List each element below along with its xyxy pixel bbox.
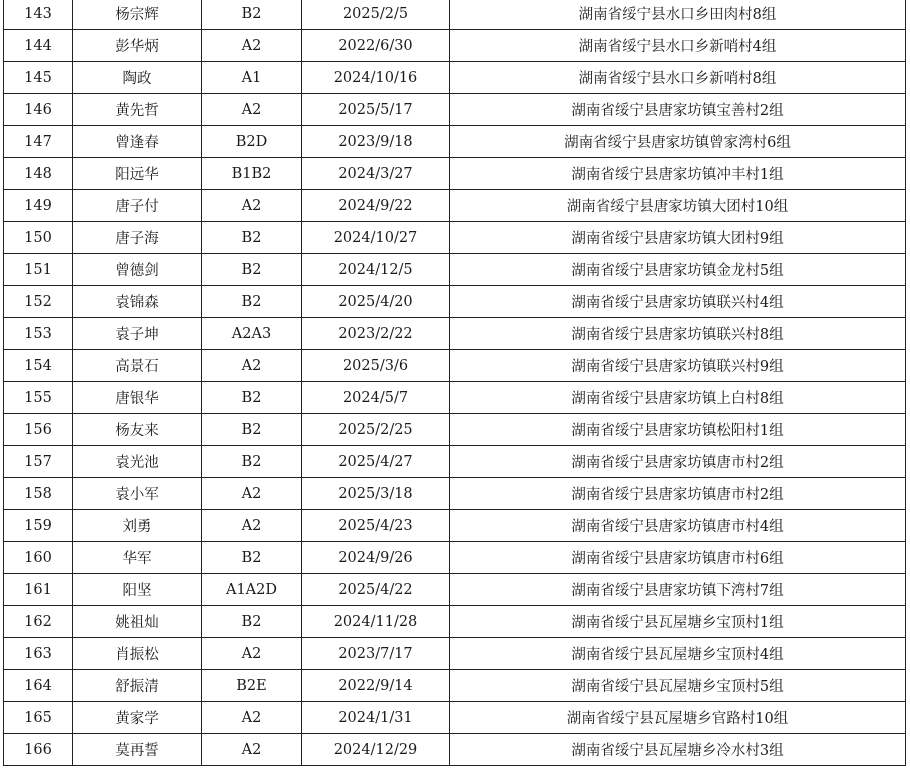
table-row bbox=[4, 158, 906, 190]
table-row bbox=[4, 574, 906, 606]
row-number-cell: 152 bbox=[4, 286, 73, 318]
license-class-cell: A2A3 bbox=[202, 318, 302, 350]
row-number-cell: 155 bbox=[4, 382, 73, 414]
table-row bbox=[4, 126, 906, 158]
address-cell: 湖南省绥宁县唐家坊镇宝善村2组 bbox=[450, 94, 906, 126]
license-class-cell: B2 bbox=[202, 414, 302, 446]
row-number-cell: 144 bbox=[4, 30, 73, 62]
date-cell: 2022/9/14 bbox=[302, 670, 450, 702]
table-row bbox=[4, 222, 906, 254]
license-class-cell: B2 bbox=[202, 286, 302, 318]
row-number-cell: 147 bbox=[4, 126, 73, 158]
license-class-cell: A2 bbox=[202, 94, 302, 126]
address-cell: 湖南省绥宁县唐家坊镇曾家湾村6组 bbox=[450, 126, 906, 158]
name-cell: 黄先哲 bbox=[73, 94, 202, 126]
name-cell: 唐子海 bbox=[73, 222, 202, 254]
date-cell: 2025/4/20 bbox=[302, 286, 450, 318]
name-cell: 杨宗辉 bbox=[73, 0, 202, 30]
license-class-cell: A1A2D bbox=[202, 574, 302, 606]
table-row bbox=[4, 350, 906, 382]
address-cell: 湖南省绥宁县唐家坊镇联兴村8组 bbox=[450, 318, 906, 350]
table-row bbox=[4, 478, 906, 510]
row-number-cell: 149 bbox=[4, 190, 73, 222]
table-row bbox=[4, 702, 906, 734]
license-class-cell: B2 bbox=[202, 542, 302, 574]
table-row bbox=[4, 734, 906, 766]
license-class-cell: A2 bbox=[202, 30, 302, 62]
license-class-cell: B2 bbox=[202, 606, 302, 638]
row-number-cell: 143 bbox=[4, 0, 73, 30]
table-row bbox=[4, 0, 906, 30]
address-cell: 湖南省绥宁县瓦屋塘乡宝顶村5组 bbox=[450, 670, 906, 702]
name-cell: 袁锦森 bbox=[73, 286, 202, 318]
date-cell: 2024/9/22 bbox=[302, 190, 450, 222]
name-cell: 曾德剑 bbox=[73, 254, 202, 286]
license-class-cell: A1 bbox=[202, 62, 302, 94]
date-cell: 2025/4/23 bbox=[302, 510, 450, 542]
address-cell: 湖南省绥宁县水口乡田肉村8组 bbox=[450, 0, 906, 30]
row-number-cell: 163 bbox=[4, 638, 73, 670]
date-cell: 2024/3/27 bbox=[302, 158, 450, 190]
address-cell: 湖南省绥宁县唐家坊镇大团村10组 bbox=[450, 190, 906, 222]
date-cell: 2024/5/7 bbox=[302, 382, 450, 414]
address-cell: 湖南省绥宁县水口乡新哨村4组 bbox=[450, 30, 906, 62]
address-cell: 湖南省绥宁县唐家坊镇唐市村4组 bbox=[450, 510, 906, 542]
row-number-cell: 159 bbox=[4, 510, 73, 542]
row-number-cell: 166 bbox=[4, 734, 73, 766]
name-cell: 舒振清 bbox=[73, 670, 202, 702]
table-row bbox=[4, 606, 906, 638]
row-number-cell: 148 bbox=[4, 158, 73, 190]
date-cell: 2022/6/30 bbox=[302, 30, 450, 62]
row-number-cell: 158 bbox=[4, 478, 73, 510]
name-cell: 杨友来 bbox=[73, 414, 202, 446]
name-cell: 高景石 bbox=[73, 350, 202, 382]
address-cell: 湖南省绥宁县唐家坊镇松阳村1组 bbox=[450, 414, 906, 446]
address-cell: 湖南省绥宁县瓦屋塘乡冷水村3组 bbox=[450, 734, 906, 766]
date-cell: 2024/9/26 bbox=[302, 542, 450, 574]
date-cell: 2025/5/17 bbox=[302, 94, 450, 126]
address-cell: 湖南省绥宁县水口乡新哨村8组 bbox=[450, 62, 906, 94]
date-cell: 2025/4/27 bbox=[302, 446, 450, 478]
table-row bbox=[4, 638, 906, 670]
license-class-cell: A2 bbox=[202, 478, 302, 510]
date-cell: 2024/10/27 bbox=[302, 222, 450, 254]
license-class-cell: A2 bbox=[202, 510, 302, 542]
name-cell: 华军 bbox=[73, 542, 202, 574]
license-class-cell: B2D bbox=[202, 126, 302, 158]
date-cell: 2025/2/25 bbox=[302, 414, 450, 446]
date-cell: 2024/10/16 bbox=[302, 62, 450, 94]
row-number-cell: 151 bbox=[4, 254, 73, 286]
address-cell: 湖南省绥宁县唐家坊镇联兴村4组 bbox=[450, 286, 906, 318]
license-class-cell: B2E bbox=[202, 670, 302, 702]
license-class-cell: B2 bbox=[202, 254, 302, 286]
table-row bbox=[4, 382, 906, 414]
row-number-cell: 150 bbox=[4, 222, 73, 254]
table-row bbox=[4, 94, 906, 126]
address-cell: 湖南省绥宁县瓦屋塘乡宝顶村1组 bbox=[450, 606, 906, 638]
table-row bbox=[4, 30, 906, 62]
row-number-cell: 153 bbox=[4, 318, 73, 350]
table-row bbox=[4, 510, 906, 542]
date-cell: 2024/11/28 bbox=[302, 606, 450, 638]
table-row bbox=[4, 190, 906, 222]
table-row bbox=[4, 542, 906, 574]
name-cell: 肖振松 bbox=[73, 638, 202, 670]
table-row bbox=[4, 254, 906, 286]
date-cell: 2024/1/31 bbox=[302, 702, 450, 734]
license-class-cell: A2 bbox=[202, 190, 302, 222]
date-cell: 2023/9/18 bbox=[302, 126, 450, 158]
row-number-cell: 164 bbox=[4, 670, 73, 702]
date-cell: 2025/4/22 bbox=[302, 574, 450, 606]
name-cell: 曾逢春 bbox=[73, 126, 202, 158]
license-class-cell: B1B2 bbox=[202, 158, 302, 190]
name-cell: 袁小军 bbox=[73, 478, 202, 510]
address-cell: 湖南省绥宁县唐家坊镇唐市村6组 bbox=[450, 542, 906, 574]
license-table bbox=[3, 0, 906, 766]
license-class-cell: A2 bbox=[202, 734, 302, 766]
row-number-cell: 146 bbox=[4, 94, 73, 126]
name-cell: 阳远华 bbox=[73, 158, 202, 190]
address-cell: 湖南省绥宁县唐家坊镇金龙村5组 bbox=[450, 254, 906, 286]
table-row bbox=[4, 414, 906, 446]
date-cell: 2024/12/29 bbox=[302, 734, 450, 766]
date-cell: 2025/3/18 bbox=[302, 478, 450, 510]
name-cell: 唐子付 bbox=[73, 190, 202, 222]
address-cell: 湖南省绥宁县瓦屋塘乡宝顶村4组 bbox=[450, 638, 906, 670]
address-cell: 湖南省绥宁县唐家坊镇冲丰村1组 bbox=[450, 158, 906, 190]
license-class-cell: B2 bbox=[202, 0, 302, 30]
name-cell: 彭华炳 bbox=[73, 30, 202, 62]
license-class-cell: A2 bbox=[202, 350, 302, 382]
address-cell: 湖南省绥宁县唐家坊镇下湾村7组 bbox=[450, 574, 906, 606]
name-cell: 阳坚 bbox=[73, 574, 202, 606]
table-row bbox=[4, 62, 906, 94]
table-row bbox=[4, 670, 906, 702]
table-row bbox=[4, 286, 906, 318]
date-cell: 2023/7/17 bbox=[302, 638, 450, 670]
address-cell: 湖南省绥宁县唐家坊镇联兴村9组 bbox=[450, 350, 906, 382]
table-row bbox=[4, 446, 906, 478]
row-number-cell: 161 bbox=[4, 574, 73, 606]
license-class-cell: A2 bbox=[202, 702, 302, 734]
license-class-cell: B2 bbox=[202, 446, 302, 478]
row-number-cell: 157 bbox=[4, 446, 73, 478]
name-cell: 袁子坤 bbox=[73, 318, 202, 350]
name-cell: 姚祖灿 bbox=[73, 606, 202, 638]
name-cell: 袁光池 bbox=[73, 446, 202, 478]
date-cell: 2023/2/22 bbox=[302, 318, 450, 350]
row-number-cell: 165 bbox=[4, 702, 73, 734]
address-cell: 湖南省绥宁县唐家坊镇唐市村2组 bbox=[450, 446, 906, 478]
name-cell: 陶政 bbox=[73, 62, 202, 94]
name-cell: 唐银华 bbox=[73, 382, 202, 414]
license-class-cell: B2 bbox=[202, 382, 302, 414]
address-cell: 湖南省绥宁县唐家坊镇大团村9组 bbox=[450, 222, 906, 254]
address-cell: 湖南省绥宁县唐家坊镇唐市村2组 bbox=[450, 478, 906, 510]
name-cell: 莫再誓 bbox=[73, 734, 202, 766]
table-row bbox=[4, 318, 906, 350]
license-class-cell: B2 bbox=[202, 222, 302, 254]
row-number-cell: 156 bbox=[4, 414, 73, 446]
row-number-cell: 162 bbox=[4, 606, 73, 638]
license-class-cell: A2 bbox=[202, 638, 302, 670]
date-cell: 2025/3/6 bbox=[302, 350, 450, 382]
row-number-cell: 154 bbox=[4, 350, 73, 382]
date-cell: 2024/12/5 bbox=[302, 254, 450, 286]
row-number-cell: 145 bbox=[4, 62, 73, 94]
name-cell: 刘勇 bbox=[73, 510, 202, 542]
table-body bbox=[4, 0, 906, 766]
row-number-cell: 160 bbox=[4, 542, 73, 574]
address-cell: 湖南省绥宁县唐家坊镇上白村8组 bbox=[450, 382, 906, 414]
name-cell: 黄家学 bbox=[73, 702, 202, 734]
date-cell: 2025/2/5 bbox=[302, 0, 450, 30]
address-cell: 湖南省绥宁县瓦屋塘乡官路村10组 bbox=[450, 702, 906, 734]
